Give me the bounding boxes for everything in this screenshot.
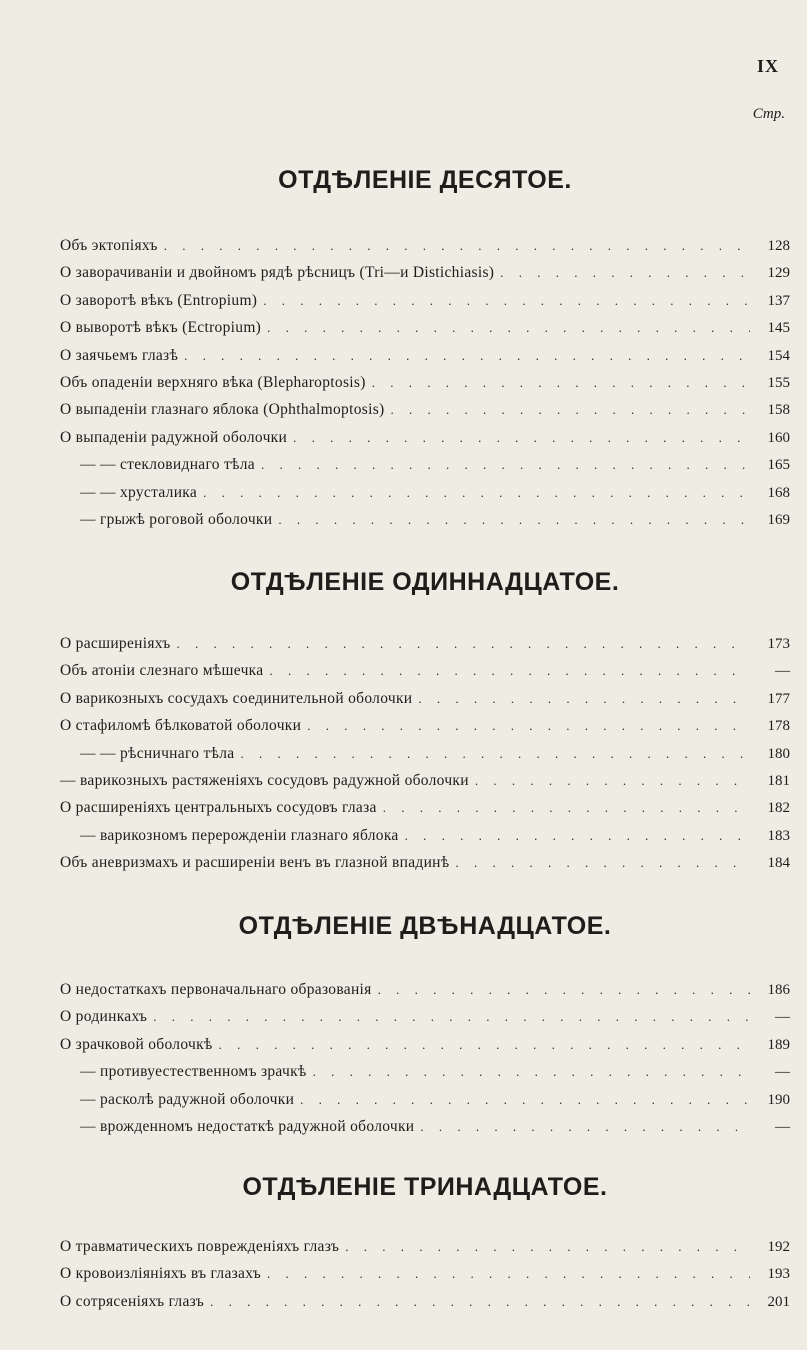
entry-page: 137	[767, 292, 790, 309]
toc-list	[60, 630, 790, 877]
entry-text: О варикозныхъ сосудахъ соединительной оболочки	[60, 689, 413, 707]
entry-text: О заворотѣ вѣкъ (Entropium)	[60, 291, 258, 309]
page-column-label: Стр.	[752, 106, 785, 122]
dot-leader	[418, 685, 750, 712]
dot-leader	[261, 451, 750, 478]
dot-leader	[383, 794, 750, 821]
entry-page: 168	[767, 484, 790, 501]
section-13	[60, 1167, 790, 1315]
entry-text: О зрачковой оболочкѣ	[60, 1035, 213, 1053]
entry-page: 158	[767, 402, 790, 419]
dot-leader	[219, 1031, 750, 1058]
entry-page: 180	[767, 745, 790, 762]
entry-page: 173	[767, 636, 790, 652]
toc-entry	[60, 451, 790, 478]
toc-entry	[60, 630, 790, 657]
dot-leader	[475, 767, 750, 794]
entry-page: 177	[767, 690, 790, 707]
dot-leader	[184, 342, 750, 369]
section-11	[60, 562, 790, 877]
entry-page: 181	[767, 772, 790, 789]
entry-text: О кровоизліяніяхъ въ глазахъ	[60, 1265, 262, 1283]
dot-leader	[293, 424, 750, 451]
toc-entry	[60, 822, 790, 849]
dot-leader	[263, 287, 750, 314]
toc-entry	[60, 712, 790, 739]
dot-leader	[153, 1003, 750, 1030]
entry-text: О заворачиваніи и двойномъ рядѣ рѣсницъ (Tri—и Distichiasis)	[60, 264, 495, 282]
dot-leader	[420, 1113, 750, 1140]
entry-page: 189	[767, 1036, 790, 1053]
entry-text: О заячьемъ глазѣ	[60, 346, 179, 364]
entry-text: О выворотѣ вѣкъ (Ectropium)	[60, 319, 262, 337]
dot-leader	[267, 1260, 750, 1287]
entry-page: 160	[767, 429, 790, 446]
entry-text: О травматическихъ поврежденіяхъ глазъ	[60, 1238, 340, 1255]
toc-entry	[60, 685, 790, 712]
dot-leader	[372, 369, 750, 396]
section-10	[60, 160, 790, 533]
toc-list	[60, 1233, 790, 1315]
entry-page: 193	[767, 1266, 790, 1283]
entry-page: 182	[767, 800, 790, 817]
dot-leader	[300, 1086, 750, 1113]
entry-page: 129	[767, 265, 790, 282]
toc-entry	[60, 1260, 790, 1287]
entry-text: — — рѣсничнаго тѣла	[80, 744, 235, 762]
dot-leader	[455, 849, 750, 876]
entry-text: О расширеніяхъ центральныхъ сосудовъ глаза	[60, 799, 377, 817]
toc-entry	[60, 1288, 790, 1315]
toc-entry	[60, 767, 790, 794]
entry-page: 178	[767, 718, 790, 735]
toc-entry	[60, 479, 790, 506]
entry-page: 201	[767, 1293, 790, 1310]
entry-text: О недостаткахъ первоначальнаго образованія	[60, 981, 372, 998]
dot-leader	[240, 740, 750, 767]
section-title: ОТДѢЛЕНІЕ ДЕСЯТОЕ.	[278, 166, 572, 194]
section-title: ОТДѢЛЕНІЕ ДВѢНАДЦАТОЕ.	[238, 912, 612, 940]
dot-leader	[313, 1058, 750, 1085]
entry-page: 154	[767, 347, 790, 364]
entry-text: — варикозныхъ растяженіяхъ сосудовъ радужной оболочки	[60, 771, 469, 789]
toc-entry	[60, 1058, 790, 1085]
entry-text: О выпаденіи глазнаго яблока (Ophthalmoptosis)	[60, 401, 385, 419]
dot-leader	[307, 712, 750, 739]
entry-page: 165	[767, 457, 790, 474]
entry-text: Объ аневризмахъ и расширеніи венъ въ глазной впадинѣ	[60, 854, 450, 872]
toc-entry	[60, 424, 790, 451]
dot-leader	[500, 259, 750, 286]
toc-entry	[60, 506, 790, 533]
dot-leader	[177, 630, 750, 657]
section-title: ОТДѢЛЕНІЕ ТРИНАДЦАТОЕ.	[242, 1173, 608, 1201]
toc-entry	[60, 259, 790, 286]
entry-text: О расширеніяхъ	[60, 635, 171, 652]
dot-leader	[203, 479, 750, 506]
dot-leader	[391, 396, 751, 423]
toc-entry	[60, 849, 790, 876]
entry-text: О выпаденіи радужной оболочки	[60, 428, 288, 446]
section-12	[60, 906, 790, 1140]
entry-page: 186	[767, 982, 790, 998]
entry-page: 155	[767, 374, 790, 391]
entry-text: — грыжѣ роговой оболочки	[80, 510, 273, 528]
entry-page: 190	[767, 1091, 790, 1108]
toc-entry	[60, 794, 790, 821]
dot-leader	[378, 976, 750, 1003]
dot-leader	[269, 657, 750, 684]
entry-text: О сотрясеніяхъ глазъ	[60, 1292, 205, 1310]
entry-page: 184	[767, 855, 790, 872]
toc-list	[60, 232, 790, 533]
toc-entry	[60, 396, 790, 423]
toc-entry	[60, 1113, 790, 1140]
section-title: ОТДѢЛЕНІЕ ОДИННАДЦАТОЕ.	[230, 568, 620, 596]
entry-text: — врожденномъ недостаткѣ радужной оболочки	[80, 1117, 415, 1135]
toc-entry	[60, 1233, 790, 1260]
toc-entry	[60, 287, 790, 314]
toc-entry	[60, 369, 790, 396]
entry-page: 169	[767, 511, 790, 528]
entry-page: —	[775, 663, 790, 680]
dot-leader	[278, 506, 750, 533]
entry-page: —	[775, 1118, 790, 1135]
entry-text: Объ эктопіяхъ	[60, 237, 158, 254]
toc-entry	[60, 342, 790, 369]
entry-page: —	[775, 1009, 790, 1026]
toc-entry	[60, 1086, 790, 1113]
entry-text: О родинкахъ	[60, 1008, 148, 1026]
entry-text: Объ опаденіи верхняго вѣка (Blepharoptosis)	[60, 373, 366, 391]
toc-entry	[60, 657, 790, 684]
entry-page: 183	[767, 827, 790, 844]
entry-text: — расколѣ радужной оболочки	[80, 1090, 295, 1108]
dot-leader	[345, 1233, 750, 1260]
entry-page: 128	[767, 238, 790, 254]
entry-text: Объ атоніи слезнаго мѣшечка	[60, 662, 264, 680]
toc-entry	[60, 976, 790, 1003]
dot-leader	[267, 314, 750, 341]
toc-entry	[60, 740, 790, 767]
dot-leader	[210, 1288, 750, 1315]
dot-leader	[164, 232, 750, 259]
entry-text: — варикозномъ перерожденіи глазнаго яблока	[80, 826, 399, 844]
toc-entry	[60, 1003, 790, 1030]
toc-list	[60, 976, 790, 1140]
entry-text: — — стекловиднаго тѣла	[80, 456, 255, 474]
entry-page: 192	[767, 1239, 790, 1255]
entry-text: О стафиломѣ бѣлковатой оболочки	[60, 717, 302, 735]
dot-leader	[405, 822, 750, 849]
entry-page: 145	[767, 320, 790, 337]
entry-page: —	[775, 1064, 790, 1081]
page-number: IX	[756, 56, 779, 76]
toc-entry	[60, 1031, 790, 1058]
toc-entry	[60, 232, 790, 259]
entry-text: — — хрусталика	[80, 483, 198, 501]
entry-text: — противуестественномъ зрачкѣ	[80, 1063, 307, 1081]
toc-entry	[60, 314, 790, 341]
